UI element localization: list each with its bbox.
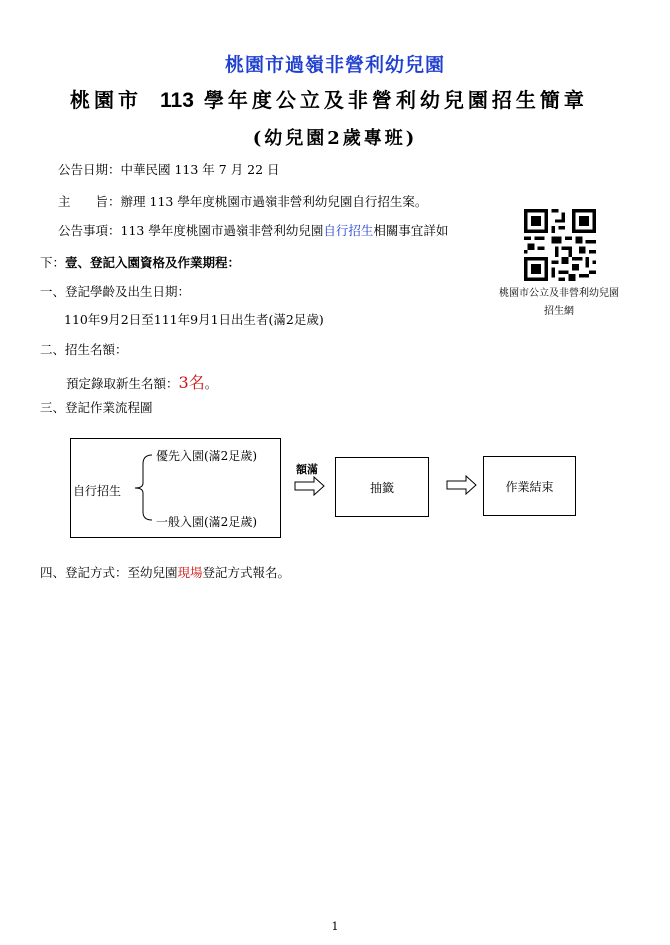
item-3-title: 三、登記作業流程圖 — [40, 400, 153, 415]
kindergarten-name: 桃園市過嶺非營利幼兒園 — [224, 54, 445, 76]
arrow-right-icon — [294, 476, 326, 496]
flow-end-label: 作業結束 — [505, 480, 554, 494]
flow-bracket-icon — [125, 450, 157, 525]
title-text: 學年度公立及非營利幼兒園招生簡章 — [203, 88, 588, 112]
announcement-subject — [58, 192, 427, 210]
title-city: 桃園市 — [70, 88, 142, 112]
flow-branch-general: 一般入園(滿2足歲) — [156, 515, 257, 529]
item-1-value: 110年9月2日至111年9月1日出生者(滿2足歲) — [64, 312, 324, 327]
announcement-matters — [58, 221, 448, 239]
matters-tail: 下： — [40, 255, 66, 270]
subject-text: 辦理 113 學年度桃園市過嶺非營利幼兒園自行招生案。 — [120, 194, 428, 209]
title-year: 113 — [160, 89, 194, 112]
flow-condition-label: 額滿 — [296, 463, 318, 476]
qr-caption-line2: 招生網 — [544, 306, 574, 317]
matters-text-end: 相關事宜詳如 — [373, 223, 449, 238]
matters-text: 113 學年度桃園市過嶺非營利幼兒園 — [120, 223, 324, 238]
item-4-highlight: 現場 — [177, 565, 203, 580]
quota-label: 預定錄取新生名額： — [66, 376, 179, 391]
item-4-prefix: 四、登記方式：至幼兒園 — [40, 565, 178, 580]
page-title — [70, 84, 588, 113]
flow-branch-priority: 優先入園(滿2足歲) — [156, 449, 257, 463]
flow-start-label: 自行招生 — [73, 484, 122, 498]
page-number: 1 — [331, 920, 339, 933]
section-1-heading: 壹、登記入園資格及作業期程： — [65, 255, 241, 270]
announcement-date: 公告日期：中華民國 113 年 7 月 22 日 — [58, 162, 280, 177]
section-heading — [40, 253, 240, 271]
matters-highlight: 自行招生 — [323, 223, 374, 238]
item-1-title: 一、登記學齡及出生日期： — [40, 284, 191, 299]
subject-label: 主 旨： — [58, 194, 121, 209]
item-2-value — [66, 370, 217, 393]
item-4 — [40, 563, 290, 581]
page-subtitle: (幼兒園2歲專班) — [252, 128, 418, 149]
item-4-suffix: 登記方式報名。 — [202, 565, 291, 580]
flow-lottery-label: 抽籤 — [369, 481, 394, 495]
arrow-right-icon — [446, 475, 478, 495]
qr-caption-line1: 桃園市公立及非營利幼兒園 — [499, 288, 619, 299]
item-2-title: 二、招生名額： — [40, 342, 128, 357]
matters-label: 公告事項： — [58, 223, 121, 238]
quota-suffix: 。 — [204, 376, 218, 391]
quota-count: 3名 — [178, 373, 205, 392]
qr-code-icon[interactable] — [524, 209, 596, 281]
